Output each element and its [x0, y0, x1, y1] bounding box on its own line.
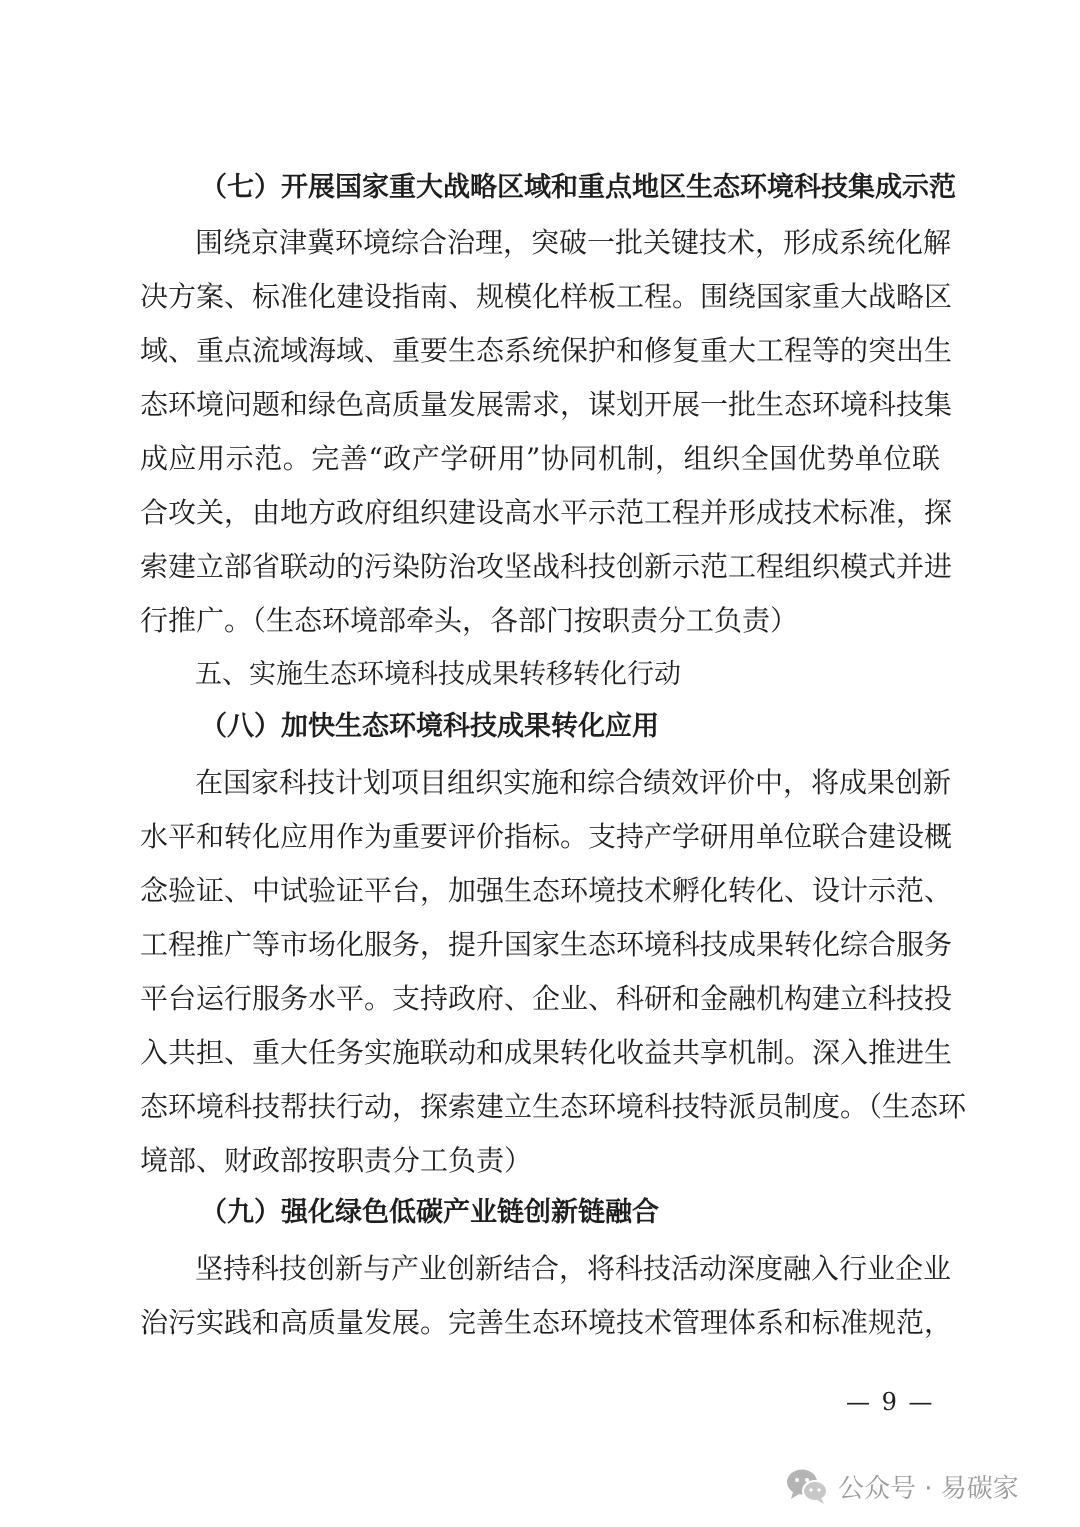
watermark-text: 公众号 · 易碳家 [838, 1473, 1019, 1504]
heading-section-8: （八）加快生态环境科技成果转化应用 [200, 711, 659, 742]
paragraph-8-line-5: 平台运行服务水平。支持政府、企业、科研和金融机构建立科技投 [140, 982, 953, 1015]
paragraph-7-line-5: 成应用示范。完善“政产学研用”协同机制，组织全国优势单位联 [140, 442, 940, 475]
paragraph-9-line-2: 治污实践和高质量发展。完善生态环境技术管理体系和标准规范， [140, 1306, 953, 1339]
paragraph-8-line-3: 念验证、中试验证平台，加强生态环境技术孵化转化、设计示范、 [140, 874, 953, 907]
paragraph-7-line-2: 决方案、标准化建设指南、规模化样板工程。围绕国家重大战略区 [140, 280, 953, 313]
paragraph-8-line-4: 工程推广等市场化服务，提升国家生态环境科技成果转化综合服务 [140, 928, 953, 961]
paragraph-8-line-2: 水平和转化应用作为重要评价指标。支持产学研用单位联合建设概 [140, 820, 953, 853]
paragraph-8-line-7: 态环境科技帮扶行动，探索建立生态环境科技特派员制度。（生态环 [140, 1090, 967, 1123]
paragraph-7-line-1: 围绕京津冀环境综合治理，突破一批关键技术，形成系统化解 [195, 226, 952, 259]
paragraph-7-line-7: 索建立部省联动的污染防治攻坚战科技创新示范工程组织模式并进 [140, 550, 953, 583]
wechat-icon [784, 1466, 830, 1506]
page-number: — 9 — [846, 1388, 935, 1416]
paragraph-7-line-6: 合攻关，由地方政府组织建设高水平示范工程并形成技术标准，探 [140, 496, 953, 529]
paragraph-8-line-6: 入共担、重大任务实施联动和成果转化收益共享机制。深入推进生 [140, 1036, 953, 1069]
paragraph-8-line-1: 在国家科技计划项目组织实施和综合绩效评价中，将成果创新 [195, 766, 952, 799]
watermark [784, 1466, 1019, 1506]
paragraph-7-line-8: 行推广。（生态环境部牵头，各部门按职责分工负责） [140, 604, 799, 637]
section-5-title: 五、实施生态环境科技成果转移转化行动 [195, 659, 681, 690]
paragraph-7-line-4: 态环境问题和绿色高质量发展需求，谋划开展一批生态环境科技集 [140, 388, 953, 421]
paragraph-8-line-8: 境部、财政部按职责分工负责） [140, 1144, 533, 1177]
paragraph-9-line-1: 坚持科技创新与产业创新结合，将科技活动深度融入行业企业 [195, 1252, 952, 1285]
heading-section-7: （七）开展国家重大战略区域和重点地区生态环境科技集成示范 [200, 172, 956, 203]
paragraph-7-line-3: 域、重点流域海域、重要生态系统保护和修复重大工程等的突出生 [140, 334, 953, 367]
heading-section-9: （九）强化绿色低碳产业链创新链融合 [200, 1197, 659, 1228]
